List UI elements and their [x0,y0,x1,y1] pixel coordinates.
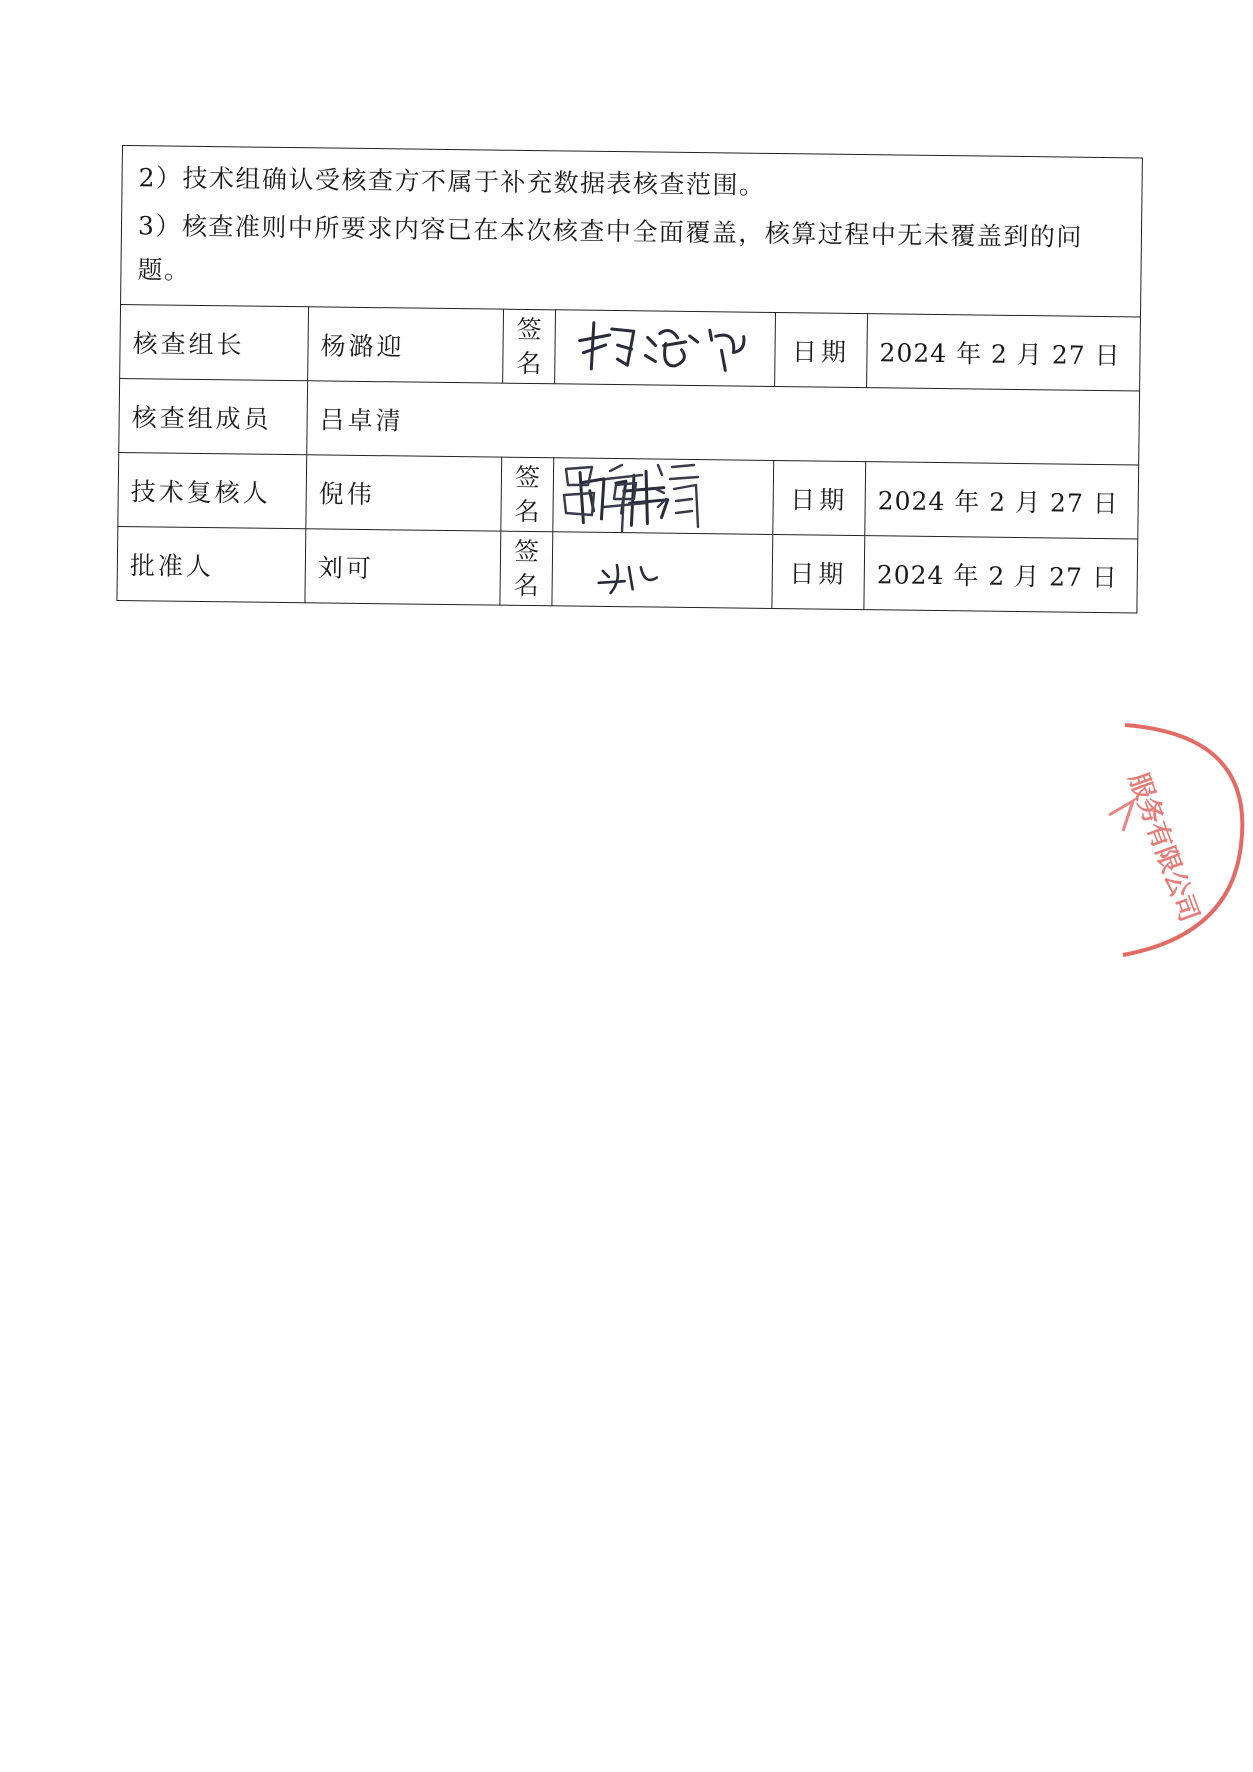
approver-role: 批准人 [117,526,306,602]
reviewer-date-label: 日期 [773,460,866,535]
member-name: 吕卓清 [307,381,1140,465]
note-3: 3）核查准则中所要求内容已在本次核查中全面覆盖，核算过程中无未覆盖到的问题。 [137,211,1084,285]
verification-form [116,145,1141,613]
note-2: 2）技术组确认受核查方不属于补充数据表核查范围。 [138,163,766,200]
leader-date: 2024 年 2 月 27 日 [867,314,1141,391]
reviewer-name: 倪伟 [306,455,502,531]
approver-signature-cell [552,532,773,609]
approver-sign-label: 签 名 [500,531,553,606]
reviewer-date: 2024 年 2 月 27 日 [865,462,1139,539]
approver-date: 2024 年 2 月 27 日 [864,536,1138,613]
reviewer-role: 技术复核人 [118,452,307,528]
leader-name: 杨潞迎 [308,307,504,383]
notes-cell [121,146,1143,317]
member-role: 核查组成员 [119,378,308,454]
leader-signature [565,314,756,382]
member-row [119,378,1140,464]
leader-date-label: 日期 [775,312,868,387]
approver-row [117,526,1138,612]
approver-date-label: 日期 [772,534,865,609]
reviewer-sign-label: 签 名 [501,457,554,532]
leader-role: 核查组长 [120,304,309,380]
approver-name: 刘可 [305,529,501,605]
svg-text:服务有限公司: 服务有限公司 [1122,769,1204,927]
signoff-table [116,145,1143,613]
member-signature [558,455,718,535]
approver-signature [562,536,683,603]
leader-sign-label: 签 名 [503,309,556,384]
leader-row [120,304,1141,390]
company-seal [1105,705,1253,965]
leader-signature-cell [555,310,776,387]
